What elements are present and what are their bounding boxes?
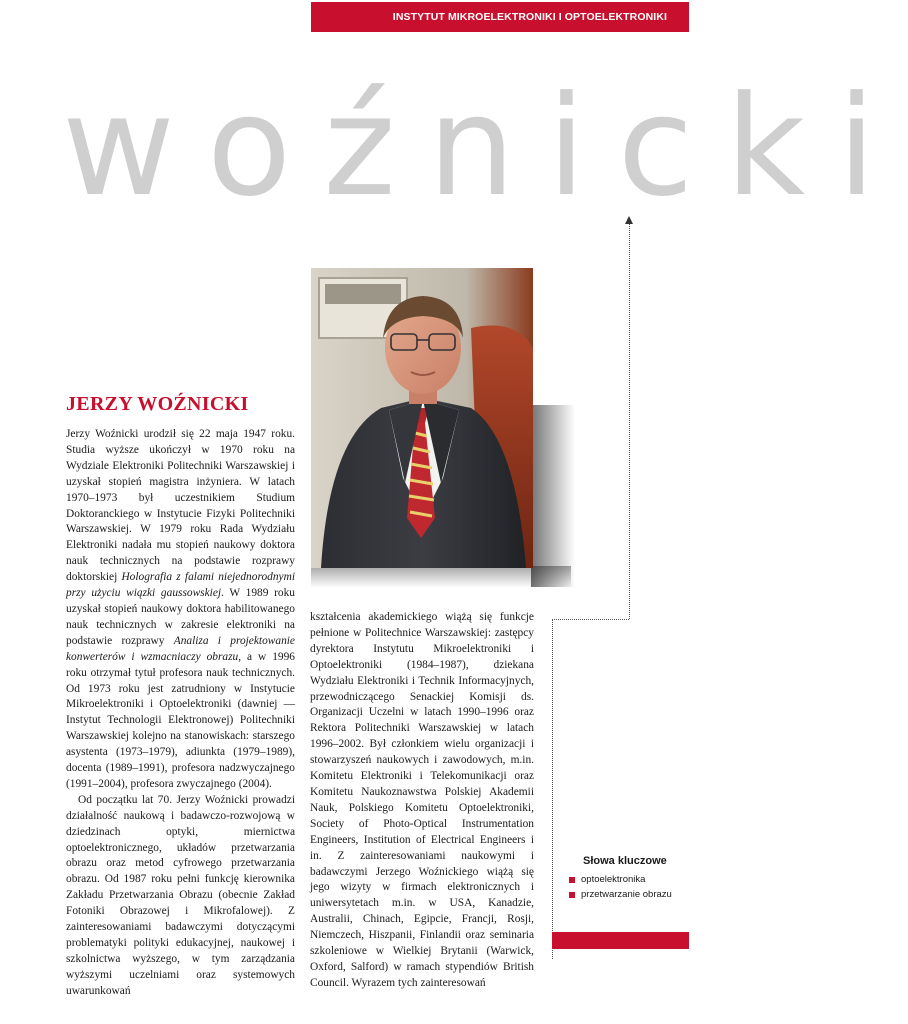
surname-display-title: woźnicki — [62, 66, 908, 227]
bullet-square-icon — [569, 892, 575, 898]
institute-name: INSTYTUT MIKROELEKTRONIKI I OPTOELEKTRONIKI — [392, 11, 667, 23]
header-bar — [311, 2, 689, 32]
keyword-item: przetwarzanie obrazu — [569, 887, 672, 902]
bio-paragraph-2: Od początku lat 70. Jerzy Woźnicki prowadzi działalność naukową i badawczo-rozwojową w dziedzinach optyki, miernictwa optoelektronicznego, układów przetwarzania obrazu oraz metod cyfrowego przetwarzania obrazu. Od 1987 roku pełni funkcję kierownika Zakładu Przetwarzania Obrazu (obecnie Zakład Fotoniki Obrazowej i Mikrofalowej). Z zainteresowaniami badawczymi dotyczącymi problematyki polityki edukacyjnej, naukowej i szkolnictwa wyższego, w tym zarządzania wyższymi uczelniami oraz systemowych uwarunkowań — [66, 793, 295, 997]
portrait-photo — [311, 268, 533, 568]
footer-accent-bar — [552, 932, 689, 949]
keywords-list — [569, 872, 672, 902]
dotted-guide-line-horizontal — [552, 619, 629, 620]
bullet-square-icon — [569, 877, 575, 883]
thesis-title-habilitation: Analiza i projektowanie konwerterów i wzmacniaczy obrazu — [66, 634, 295, 663]
bio-paragraph-3: kształcenia akademickiego wiążą się funkcje pełnione w Politechnice Warszawskiej: zastępcy dyrektora Instytutu Mikroelektroniki i Optoelektroniki (1984–1987), dziekana Wydziału Elektroniki i Technik Informacyjnych, przewodniczącego Senackiej Komisji ds. Organizacji Uczelni w latach 1990–1996 oraz Rektora Politechniki Warszawskiej w latach 1996–2002. Był członkiem wielu organizacji i stowarzyszeń naukowych i zawodowych, m.in. Komitetu Elektroniki i Telekomunikacji oraz Komitetu Naukoznawstwa Polskiej Akademii Nauk, Polskiego Komitetu Optoelektroniki, Society of Photo-Optical Instrumentation Engineers, Institution of Electrical Engineers i in. Z zainteresowaniami naukowymi i badawczymi Jerzego Woźnickiego wiążą się jego wizyty w firmach elektronicznych i uniwersytetach m.in. w USA, Kanadzie, Australii, Chinach, Egipcie, Francji, Rosji, Niemczech, Hiszpanii, Finlandii oraz seminaria szkoleniowe w Wielkiej Brytanii (Warwick, Oxford, Salford) w ramach stypendiów British Council. Wyrazem tych zainteresowań — [310, 611, 534, 989]
photo-shadow-right — [531, 405, 575, 587]
dotted-guide-line-vertical — [629, 224, 630, 619]
dotted-guide-line-lower — [552, 619, 553, 959]
arrow-up-icon — [625, 216, 633, 224]
person-name-heading: JERZY WOŹNICKI — [66, 393, 249, 415]
keyword-item: optoelektronika — [569, 872, 672, 887]
bio-column-right — [310, 610, 534, 992]
keywords-heading: Słowa kluczowe — [583, 855, 667, 867]
bio-column-left — [66, 427, 295, 1000]
thesis-title-doctoral: Holografia z falami niejednorodnymi przy użyciu wiązki gaussowskiej — [66, 571, 295, 600]
bio-paragraph-1: Jerzy Woźnicki urodził się 22 maja 1947 roku. Studia wyższe ukończył w 1970 roku na Wydziale Elektroniki Politechniki Warszawskiej i uzyskał stopień magistra inżyniera. W latach 1970–1973 był uczestnikiem Studium Doktoranckiego w Instytucie Fizyki Politechniki Warszawskiej. W 1979 roku Rada Wydziału Elektroniki nadała mu stopień naukowy doktora nauk technicznych na podstawie rozprawy doktorskiej Holografia z falami niejednorodnymi przy użyciu wiązki gaussowskiej. W 1989 roku uzyskał stopień naukowy doktora habilitowanego nauk technicznych w zakresie elektroniki na podstawie rozprawy Analiza i projektowanie konwerterów i wzmacniaczy obrazu, a w 1996 roku otrzymał tytuł profesora nauk technicznych. Od 1973 roku jest zatrudniony w Instytucie Mikroelektroniki i Optoelektroniki (dawniej — Instytut Technologii Elektronowej) Politechniki Warszawskiej kolejno na stanowiskach: starszego asystenta (1973–1979), adiunkta (1979–1989), docenta (1989–1991), profesora nadzwyczajnego (1991–2004), profesora zwyczajnego (2004). — [66, 428, 295, 790]
